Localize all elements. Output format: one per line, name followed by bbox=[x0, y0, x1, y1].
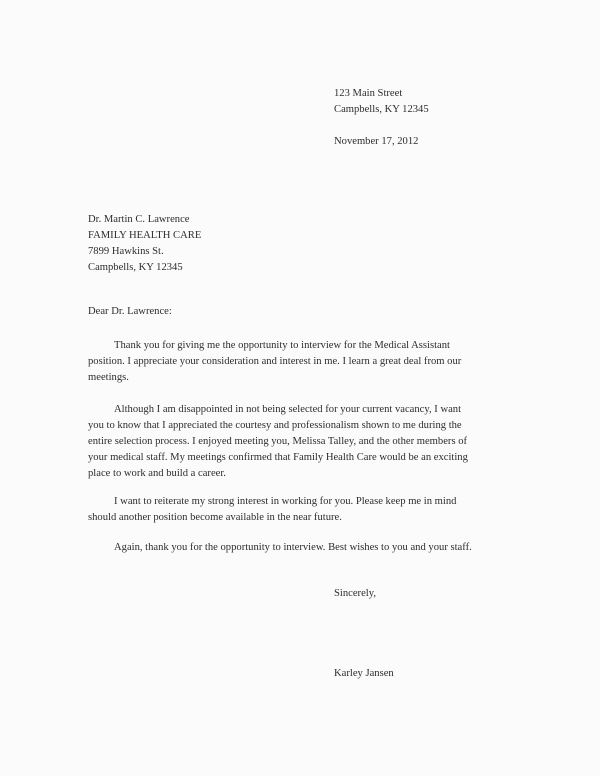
recipient-company: FAMILY HEALTH CARE bbox=[88, 230, 202, 241]
signature-name: Karley Jansen bbox=[334, 668, 394, 679]
letter-date: November 17, 2012 bbox=[334, 136, 419, 147]
recipient-street: 7899 Hawkins St. bbox=[88, 246, 164, 257]
sender-address-line: Campbells, KY 12345 bbox=[334, 104, 429, 115]
recipient-city: Campbells, KY 12345 bbox=[88, 262, 183, 273]
salutation: Dear Dr. Lawrence: bbox=[88, 306, 172, 317]
paragraph: Although I am disappointed in not being selected for your current vacancy, I want you to know that I appreciated the courtesy and professionalism shown to me during the entire selection process. I enjoyed meeting you, Melissa Talley, and the other members of your medical staff. My meetings confirmed that Family Health Care would be an exciting place to work and build a career. bbox=[88, 404, 468, 479]
paragraph: Again, thank you for the opportunity to interview. Best wishes to you and your staff. bbox=[114, 542, 472, 553]
closing: Sincerely, bbox=[334, 588, 376, 599]
recipient-name: Dr. Martin C. Lawrence bbox=[88, 214, 190, 225]
sender-address bbox=[334, 86, 540, 118]
recipient-address bbox=[88, 212, 540, 276]
paragraph: I want to reiterate my strong interest in working for you. Please keep me in mind should another position become available in the near future. bbox=[88, 496, 457, 523]
paragraph: Thank you for giving me the opportunity to interview for the Medical Assistant position. I appreciate your consideration and interest in me. I learn a great deal from our meetings. bbox=[88, 340, 462, 383]
sender-address-line: 123 Main Street bbox=[334, 88, 403, 99]
